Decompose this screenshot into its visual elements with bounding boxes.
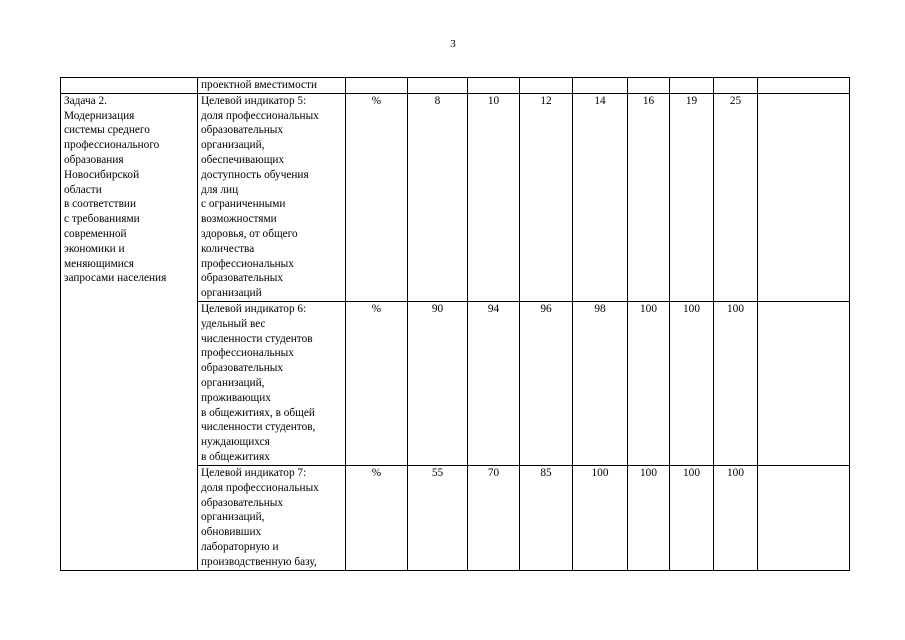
value-cell: 100 bbox=[714, 465, 758, 570]
page-number: 3 bbox=[450, 38, 456, 50]
value-cell: 94 bbox=[468, 301, 520, 465]
value-cell: 98 bbox=[573, 301, 628, 465]
value-cell bbox=[520, 78, 573, 94]
task-cell: Задача 2. Модернизация системы среднего профессионального образования Новосибирской области в соответствии с требованиями современной экономики и меняющимися запросами населения bbox=[61, 93, 198, 570]
value-cell: 55 bbox=[408, 465, 468, 570]
notes-cell bbox=[758, 93, 850, 301]
value-cell bbox=[628, 78, 670, 94]
value-cell: 90 bbox=[408, 301, 468, 465]
value-cell bbox=[468, 78, 520, 94]
value-cell bbox=[670, 78, 714, 94]
value-cell: 100 bbox=[714, 301, 758, 465]
notes-cell bbox=[758, 78, 850, 94]
task-cell-empty bbox=[61, 78, 198, 94]
value-cell: 19 bbox=[670, 93, 714, 301]
value-cell: 10 bbox=[468, 93, 520, 301]
value-cell: 12 bbox=[520, 93, 573, 301]
indicator-row bbox=[61, 93, 850, 301]
value-cell bbox=[408, 78, 468, 94]
value-cell: 100 bbox=[573, 465, 628, 570]
indicator-cell: Целевой индикатор 6: удельный вес численности студентов профессиональных образовательных организаций, проживающих в общежитиях, в общей численности студентов, нуждающихся в общежитиях bbox=[198, 301, 346, 465]
unit-cell bbox=[346, 78, 408, 94]
notes-cell bbox=[758, 465, 850, 570]
value-cell: 70 bbox=[468, 465, 520, 570]
value-cell: 100 bbox=[670, 301, 714, 465]
value-cell: 100 bbox=[628, 465, 670, 570]
notes-cell bbox=[758, 301, 850, 465]
indicators-table bbox=[60, 77, 850, 571]
value-cell: 100 bbox=[670, 465, 714, 570]
value-cell: 96 bbox=[520, 301, 573, 465]
value-cell: 85 bbox=[520, 465, 573, 570]
indicator-cell: Целевой индикатор 7: доля профессиональных образовательных организаций, обновивших лабораторную и производственную базу, bbox=[198, 465, 346, 570]
value-cell: 8 bbox=[408, 93, 468, 301]
unit-cell: % bbox=[346, 301, 408, 465]
value-cell bbox=[714, 78, 758, 94]
value-cell: 14 bbox=[573, 93, 628, 301]
value-cell: 100 bbox=[628, 301, 670, 465]
indicator-cell: проектной вместимости bbox=[198, 78, 346, 94]
indicator-cell: Целевой индикатор 5: доля профессиональных образовательных организаций, обеспечивающих доступность обучения для лиц с ограниченными возможностями здоровья, от общего количества профессиональных образовательных организаций bbox=[198, 93, 346, 301]
value-cell: 25 bbox=[714, 93, 758, 301]
carryover-row bbox=[61, 78, 850, 94]
value-cell: 16 bbox=[628, 93, 670, 301]
unit-cell: % bbox=[346, 93, 408, 301]
unit-cell: % bbox=[346, 465, 408, 570]
value-cell bbox=[573, 78, 628, 94]
